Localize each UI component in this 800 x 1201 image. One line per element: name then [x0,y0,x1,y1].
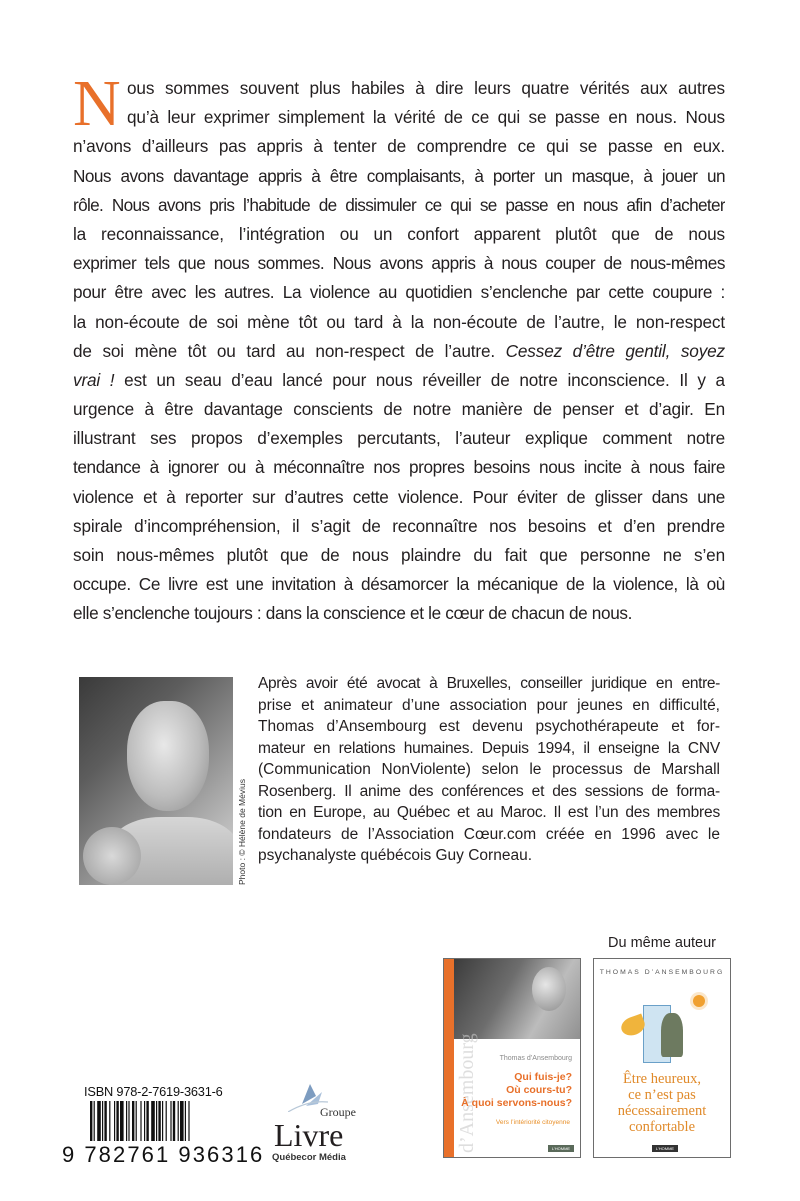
author-photo [79,677,233,885]
book-cover-qui-fuis-je [443,958,581,1158]
bio-line: Après avoir été avocat à Bruxelles, conseiller juridique en entre- [258,675,720,692]
cover-photo-head [532,967,566,1011]
barcode-bar [188,1101,189,1141]
publisher-logo: L’HOMME [652,1145,678,1152]
cover-title-line: ce n’est pas [628,1087,696,1103]
cover-title [461,1071,572,1110]
barcode-bar [144,1101,145,1141]
barcode-digit-first: 9 [62,1142,77,1167]
barcode-bar [173,1101,175,1141]
cover-title-line: confortable [628,1119,696,1135]
book-title-italic: vrai ! [73,369,115,390]
book-cover-etre-heureux [593,958,731,1158]
book-summary [73,67,725,629]
bio-line: fondateurs de l’Association Cœur.com créée en 1996 avec le [258,825,720,843]
barcode [84,1101,260,1141]
cover-orange-band [444,959,454,1157]
man-illustration [661,1013,683,1057]
photo-credit: Photo : © Hélène de Mévius [237,779,247,885]
sun-icon [693,995,705,1007]
drop-cap: N [73,67,121,140]
summary-line: la reconnaissance, l’intégration ou un confort apparent plutôt que de nous [73,223,725,244]
summary-line: rôle. Nous avons pris l’habitude de dissimuler ce qui se passe en nous afin d’acheter [73,194,725,215]
logo-quebecor-media: Québecor Média [272,1152,346,1163]
summary-line: n’avons d’ailleurs pas appris à tenter de comprendre ce qui se passe en eux. [73,136,725,157]
cover-illustration [619,995,709,1065]
photo-hand [83,827,141,885]
logo-groupe: Groupe [320,1105,356,1119]
barcode-bar [120,1101,124,1141]
cover-title-line: nécessairement [617,1103,707,1119]
summary-line: illustrant ses propos d’exemples percutants, l’auteur explique comment notre [73,428,725,449]
barcode-bar [132,1101,134,1141]
cover-title-line: Être heureux, [622,1071,702,1087]
bio-line: Rosenberg. Il anime des conférences et des sessions de forma- [258,782,720,800]
summary-line: spirale d’incompréhension, il s’agit de reconnaître nos besoins et d’en prendre [73,515,725,536]
cover-title-line: Qui fuis-je? [514,1071,572,1083]
cover-title-line: À quoi servons-nous? [461,1097,572,1109]
cover-vertical-name: d’Ansembourg [456,1033,478,1153]
barcode-bar [116,1101,118,1141]
barcode-bar [146,1101,148,1141]
photo-face [127,701,209,811]
author-bio [258,673,720,867]
logo-livre: Livre [274,1117,344,1153]
cover-photo [454,959,580,1039]
barcode-bar [97,1101,101,1141]
barcode-bar [102,1101,103,1141]
cover-author: Thomas d’Ansembourg [499,1055,572,1062]
summary-line: violence et à reporter sur d’autres cette violence. Pour éviter de glisser dans une [73,486,725,507]
barcode-digit-group2: 936316 [178,1142,265,1167]
barcode-bar [151,1101,155,1141]
summary-line: ous sommes souvent plus habiles à dire leurs quatre vérités aux autres [127,78,725,98]
barcode-bar [136,1101,137,1141]
barcode-bar [128,1101,129,1141]
summary-line: qu’à leur exprimer simplement la vérité de ce qui se passe en nous. Nous [127,107,725,128]
book-title-italic: Cessez d’être gentil, soyez [505,340,725,361]
bio-line: mateur en relations humaines. Depuis 1994, il enseigne la CNV [258,739,720,757]
isbn-label: ISBN 978-2-7619-3631-6 [84,1084,223,1099]
cover-subtitle: Vers l’intériorité citoyenne [495,1119,570,1126]
summary-line: Nous avons davantage appris à être complaisants, à porter un masque, à jouer un [73,165,725,186]
summary-text: de soi mène tôt ou tard au non-respect de l’autre. [73,340,495,361]
barcode-bar [180,1101,184,1141]
barcode-bar [156,1101,157,1141]
summary-line: elle s’enclenche toujours : dans la conscience et le cœur de chacun de nous. [73,603,633,624]
barcode-bar [185,1101,186,1141]
summary-text: est un seau d’eau lancé pour nous réveiller de notre inconscience. Il y a [124,369,725,390]
summary-line: urgence à être davantage conscients de notre manière de penser et d’agir. En [73,399,725,420]
barcode-bar [90,1101,92,1141]
barcode-bar [166,1101,167,1141]
bio-line: prise et animateur d’une association pour jeunes en difficulté, [258,696,720,714]
summary-line: exprimer tels que nous sommes. Nous avons appris à nous couper de nous-mêmes [73,253,725,274]
barcode-bar [158,1101,160,1141]
barcode-bar [104,1101,106,1141]
publisher-logo: L’HOMME [548,1145,574,1152]
bio-line: Thomas d’Ansembourg est devenu psychothérapeute et for- [258,718,720,735]
barcode-bar [162,1101,163,1141]
same-author-heading: Du même auteur [608,935,716,951]
summary-line: occupe. Ce livre est une invitation à désamorcer la mécanique de la violence, là où [73,574,725,595]
summary-line [73,337,725,366]
barcode-bar [94,1101,95,1141]
summary-line: soin nous-mêmes plutôt que de nous plaindre du fait que personne ne s’en [73,545,725,565]
barcode-bar [126,1101,127,1141]
barcode-bar [140,1101,141,1141]
summary-line: tendance à ignorer ou à méconnaître nos propres besoins nous incite à nous faire [73,457,725,478]
barcode-digit-group1: 782761 [84,1142,171,1167]
barcode-bar [109,1101,110,1141]
summary-line [73,366,725,395]
barcode-bar [170,1101,171,1141]
barcode-digits [62,1143,264,1167]
bio-line: psychanalyste québécois Guy Corneau. [258,847,532,864]
barcode-bar [114,1101,115,1141]
groupe-livre-logo [270,1080,370,1166]
summary-line: la non-écoute de soi mène tôt ou tard à la non-écoute de l’autre, le non-respect [73,311,725,332]
cover-title-line: Où cours-tu? [506,1084,572,1096]
summary-line: pour être avec les autres. La violence au quotidien s’enclenche par cette coupure : [73,282,725,303]
cover-title [594,1071,730,1135]
bio-line: tion en Europe, au Québec et au Maroc. Il est l’un des membres [258,804,720,821]
barcode-bar [178,1101,179,1141]
bio-line: (Communication NonViolente) selon le processus de Marshall [258,761,720,778]
cover-author: THOMAS D’ANSEMBOURG [599,969,725,976]
